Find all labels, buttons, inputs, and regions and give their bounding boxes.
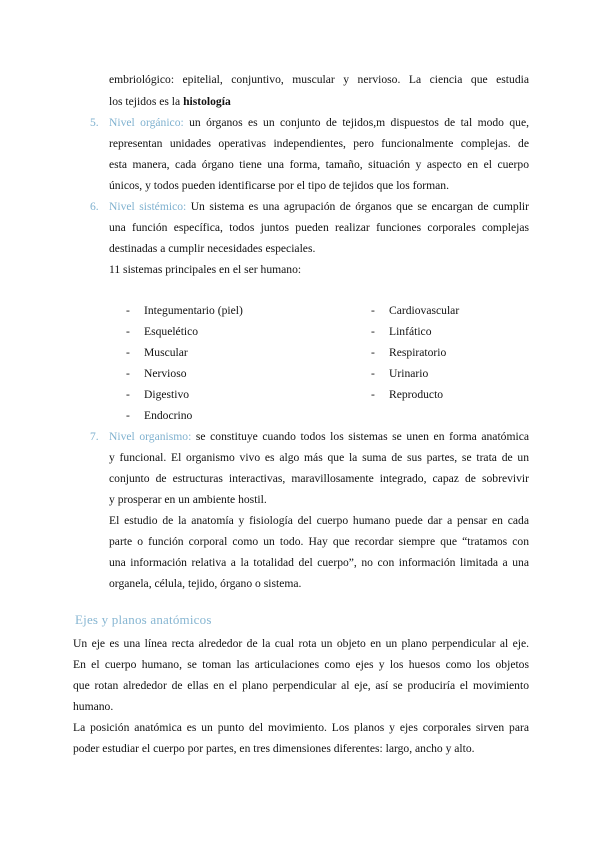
list-item: Endocrino [144,409,193,422]
item-5-number: 5. [90,116,99,129]
list-dash: - [126,388,130,401]
section-line-3: que rotan alrededor de ellas en el plano perpendicular al eje, así se produciría el movimiento [73,679,529,692]
item-7-line-1-text: se constituye cuando todos los sistemas se unen en forma anatómica [191,430,529,443]
intro-line-2 [109,95,231,109]
item-5-line-1-text: un órganos es un conjunto de tejidos,m dispuestos de tal modo que, [183,116,530,129]
item-5-line-4: únicos, y todos pueden identificarse por el tipo de tejidos que los forman. [109,179,450,192]
item-6-line-4: 11 sistemas principales en el ser humano: [109,263,302,276]
list-dash: - [371,325,375,338]
item-7-label: Nivel organismo: [109,430,192,443]
item-7-line-1 [109,430,529,444]
section-line-5: La posición anatómica es un punto del movimiento. Los planos y ejes corporales sirven para [73,721,529,734]
item-6-line-3: destinadas a cumplir necesidades especiales. [109,242,316,255]
item-5-line-2: representan unidades operativas independientes, pero funcionalmente complejas. de [109,137,529,150]
item-5-line-1 [109,116,529,130]
item-6-line-1 [109,200,529,214]
item-5-label: Nivel orgánico: [109,116,184,129]
item-6-line-1-text: Un sistema es una agrupación de órganos que se encargan de cumplir [186,200,530,213]
item-7-p2-line-1: El estudio de la anatomía y fisiología del cuerpo humano puede dar a pensar en cada [109,514,529,527]
list-item: Respiratorio [389,346,447,359]
list-item: Cardiovascular [389,304,460,317]
section-line-4: humano. [73,700,114,713]
list-item: Integumentario (piel) [144,304,243,317]
list-dash: - [126,346,130,359]
list-dash: - [371,367,375,380]
section-line-1: Un eje es una línea recta alrededor de la cual rota un objeto en un plano perpendicular al eje. [73,637,529,650]
item-7-number: 7. [90,430,99,443]
histologia-term: histología [183,95,231,108]
section-heading: Ejes y planos anatómicos [75,612,212,627]
list-dash: - [126,409,130,422]
list-item: Nervioso [144,367,187,380]
list-dash: - [126,367,130,380]
item-6-number: 6. [90,200,99,213]
intro-line-2-text: los tejidos es la [109,95,184,108]
list-dash: - [371,388,375,401]
list-dash: - [126,304,130,317]
item-6-label: Nivel sistémico: [109,200,187,213]
section-line-6: poder estudiar el cuerpo por partes, en tres dimensiones diferentes: largo, ancho y alto. [73,742,475,755]
list-item: Esquelético [144,325,199,338]
item-6-line-2: una función específica, todos juntos pueden realizar funciones corporales complejas [109,221,529,234]
intro-line-1: embriológico: epitelial, conjuntivo, muscular y nervioso. La ciencia que estudia [109,73,529,86]
list-dash: - [371,304,375,317]
list-item: Digestivo [144,388,190,401]
list-item: Urinario [389,367,429,380]
item-7-p2-line-2: parte o función corporal como un todo. Hay que recordar siempre que “tratamos con [109,535,529,548]
list-item: Reproducto [389,388,444,401]
item-7-line-3: conjunto de estructuras interactivas, maravillosamente integrado, capaz de sobrevivir [109,472,529,485]
list-dash: - [371,346,375,359]
item-7-line-4: y prosperar en un ambiente hostil. [109,493,267,506]
item-7-line-2: y funcional. El organismo vivo es algo más que la suma de sus partes, se trata de un [109,451,529,464]
item-7-p2-line-3: una información relativa a la totalidad del cuerpo”, no con información limitada a una [109,556,529,569]
list-dash: - [126,325,130,338]
item-7-p2-line-4: organela, célula, tejido, órgano o sistema. [109,577,302,590]
item-5-line-3: esta manera, cada órgano tiene una forma, tamaño, situación y aspecto en el cuerpo [109,158,529,171]
section-line-2: En el cuerpo humano, se toman las articulaciones como ejes y los huesos como los objetos [73,658,529,671]
list-item: Muscular [144,346,188,359]
list-item: Linfático [389,325,432,338]
